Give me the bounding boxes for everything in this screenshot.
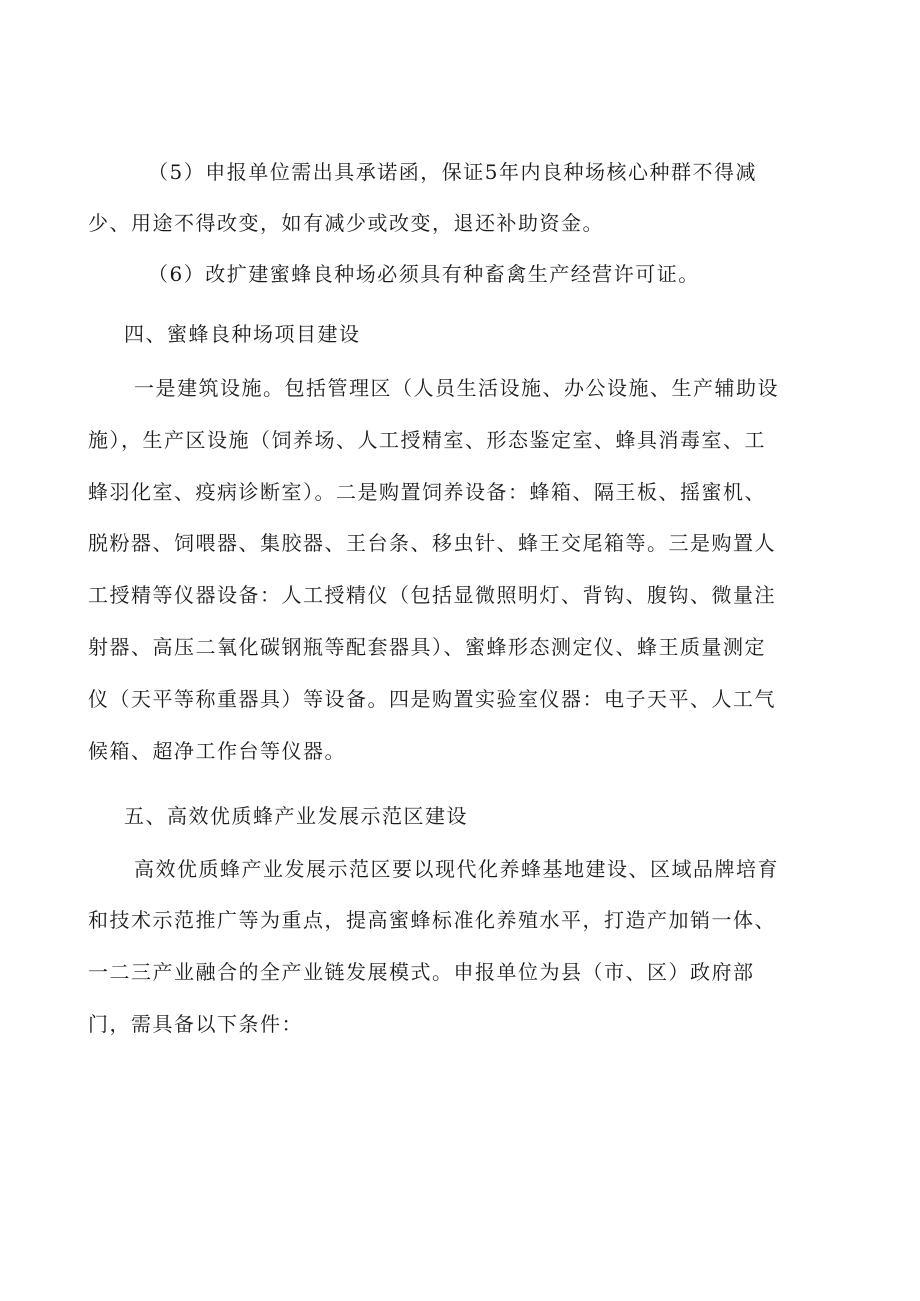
paragraph-item-5-line-1: （5）申报单位需出具承诺函，保证5年内良种场核心种群不得减 xyxy=(148,160,757,184)
section-4-line-8: 候箱、超净工作台等仪器。 xyxy=(88,739,346,763)
section-4-line-7: 仪（天平等称重器具）等设备。四是购置实验室仪器：电子天平、人工气 xyxy=(88,687,776,711)
section-5-line-4: 门，需具备以下条件： xyxy=(88,1012,303,1036)
section-4-line-2: 施），生产区设施（饲养场、人工授精室、形态鉴定室、蜂具消毒室、工 xyxy=(88,428,766,452)
section-5-line-2: 和技术示范推广等为重点，提高蜜蜂标准化养殖水平，打造产加销一体、 xyxy=(88,908,776,932)
section-4-line-1: 一是建筑设施。包括管理区（人员生活设施、办公设施、生产辅助设 xyxy=(134,376,779,400)
section-4-line-5: 工授精等仪器设备：人工授精仪（包括显微照明灯、背钩、腹钩、微量注 xyxy=(88,583,776,607)
section-4-line-3: 蜂羽化室、疫病诊断室）。二是购置饲养设备：蜂箱、隔王板、摇蜜机、 xyxy=(88,480,766,504)
paragraph-item-5-line-2: 少、用途不得改变，如有减少或改变，退还补助资金。 xyxy=(88,211,604,235)
section-5-line-3: 一二三产业融合的全产业链发展模式。申报单位为县（市、区）政府部 xyxy=(88,960,755,984)
section-4-line-4: 脱粉器、饲喂器、集胶器、王台条、移虫针、蜂王交尾箱等。三是购置人 xyxy=(88,531,776,555)
section-heading-5: 五、高效优质蜂产业发展示范区建设 xyxy=(124,804,468,828)
section-heading-4: 四、蜜蜂良种场项目建设 xyxy=(124,322,361,346)
section-4-line-6: 射器、高压二氧化碳钢瓶等配套器具）、蜜蜂形态测定仪、蜂王质量测定 xyxy=(88,635,766,659)
paragraph-item-6-line-1: （6）改扩建蜜蜂良种场必须具有种畜禽生产经营许可证。 xyxy=(148,262,700,286)
section-5-line-1: 高效优质蜂产业发展示范区要以现代化养蜂基地建设、区域品牌培育 xyxy=(134,857,779,881)
